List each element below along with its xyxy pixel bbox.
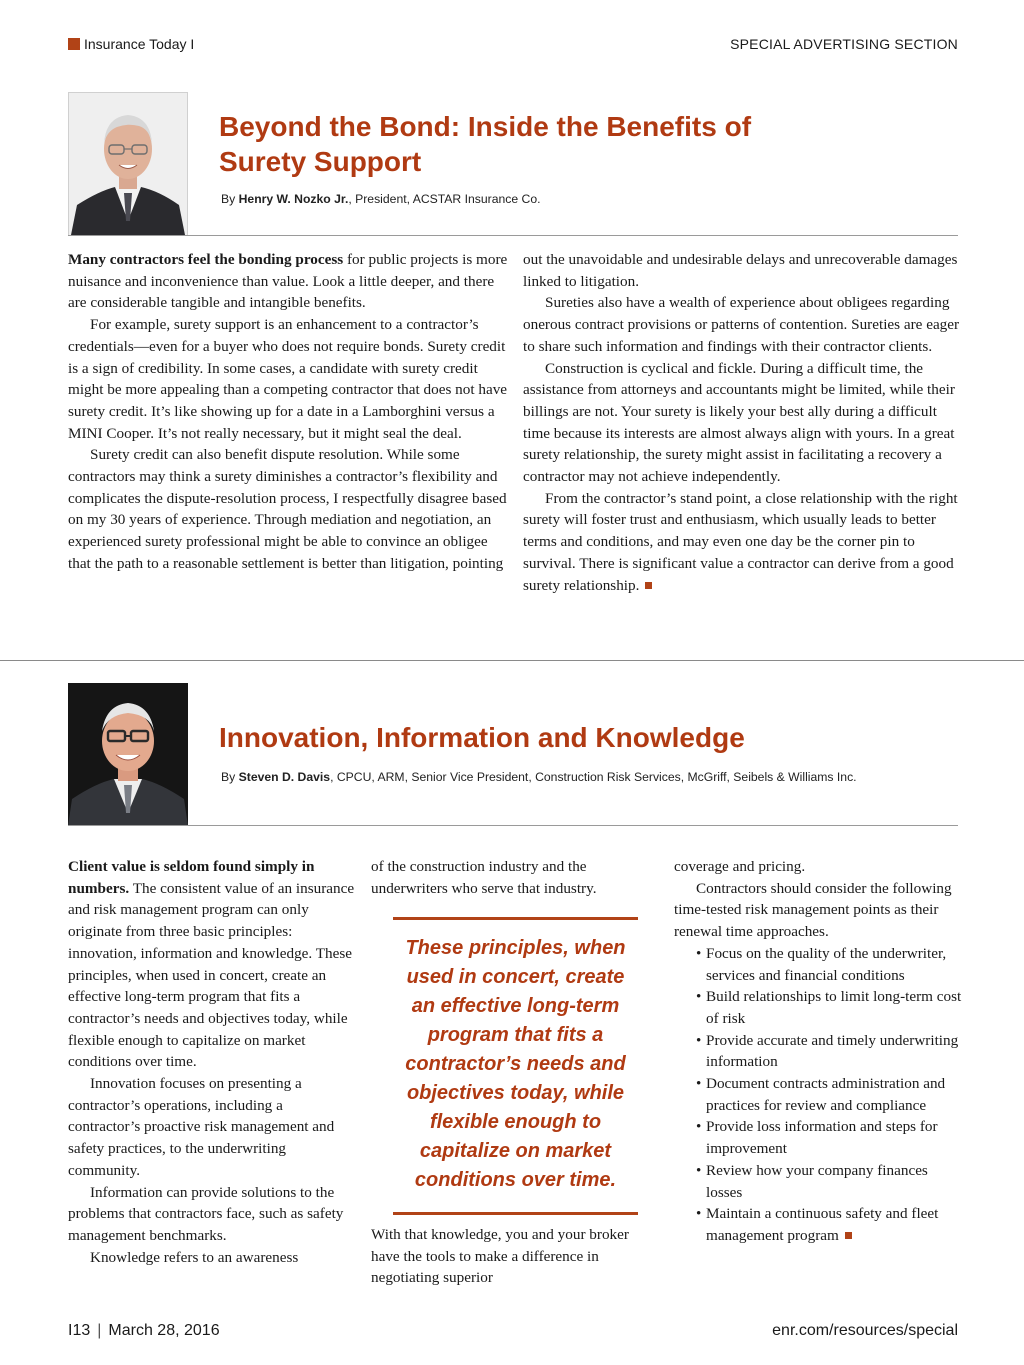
lead-text: The consistent value of an insurance and risk management program can only originate from three basic principles: innovation, information and knowledge. These principles, when used in concert, create an effective long-term program that fits a contractor’s needs and objectives today, while flexible enough to capitalize on market conditions over time. [68, 879, 355, 1071]
lead-text: for public projects is more nuisance and inconvenience than value. Look a little deeper, and there are considerable tangible and intangible benefits. [68, 251, 508, 312]
body-paragraph: With that knowledge, you and your broker have the tools to make a difference in negotiating superior [371, 1226, 629, 1287]
article-rule [68, 235, 958, 236]
body-paragraph: Contractors should consider the following time-tested risk management points as their renewal time approaches. [674, 879, 952, 941]
author-name: Henry W. Nozko Jr. [238, 192, 349, 206]
bullet-icon: • [696, 1161, 702, 1179]
author-name: Steven D. Davis [238, 770, 331, 784]
bullet-icon: • [696, 1075, 702, 1093]
author-role: , President, ACSTAR Insurance Co. [348, 192, 541, 206]
list-item: • Maintain a continuous safety and fleet management program [696, 1205, 939, 1244]
bullet-icon: • [696, 988, 702, 1006]
article-byline [221, 770, 857, 784]
page-footer [68, 1322, 958, 1344]
list-item: • Provide accurate and timely underwriting information [696, 1031, 959, 1071]
page-header [68, 36, 958, 56]
body-paragraph: Information can provide solutions to the problems that contractors face, such as safety management benchmarks. [68, 1183, 344, 1244]
pull-quote [393, 917, 638, 1215]
section-square-icon [68, 38, 80, 50]
bullet-icon: • [696, 944, 702, 962]
final-text: From the contractor’s stand point, a close relationship with the right surety will foster trust and enthusiasm, which usually leads to better terms and conditions, and may even one day be the corner pin to survival. There is significant value a contractor can derive from a good surety relationship. [523, 489, 958, 594]
article-title: Beyond the Bond: Inside the Benefits of Surety Support [219, 111, 752, 177]
footer-page-info [68, 1322, 220, 1340]
author-photo-nozko [68, 92, 188, 236]
body-paragraph-continued: coverage and pricing. [674, 858, 806, 875]
author-portrait-icon [69, 93, 187, 235]
bullet-icon: • [696, 1205, 702, 1223]
article-rule [68, 825, 958, 826]
lead-paragraph [68, 856, 358, 1073]
article-column-middle-bottom [371, 1224, 641, 1289]
issue-date: March 28, 2016 [108, 1322, 220, 1339]
bullet-icon: • [696, 1031, 702, 1049]
article-column-left [68, 249, 508, 575]
article-byline [221, 192, 541, 206]
list-item: • Document contracts administration and practices for review and compliance [696, 1075, 946, 1114]
page-number: I13 [68, 1322, 91, 1339]
list-item: • Review how your company finances losses [696, 1161, 928, 1201]
pull-quote-text: These principles, when used in concert, create an effective long-term program that fits a contractor’s needs and objectives today, while flexible enough to capitalize on market conditions over time. [405, 937, 626, 1191]
body-paragraph: Construction is cyclical and fickle. During a difficult time, the assistance from attorneys and accountants might be limited, while their billings are not. Your surety is likely your best ally during a difficult time because its interests are almost always align with yours. In a great surety relationship, the surety might assist in facilitating a recovery a contractor may not achieve independently. [523, 359, 955, 486]
article-column-left [68, 856, 358, 1268]
end-mark-icon [645, 582, 652, 589]
body-paragraph: Surety credit can also benefit dispute resolution. While some contractors may think a surety diminishes a contractor’s flexibility and complicates the dispute-resolution process, I respectfully disagree based on my 30 years of experience. Through mediation and negotiation, an experienced surety professional might be able to convince an obligee that the path to a reasonable settlement is better than litigation, pointing [68, 446, 507, 572]
lead-bold-text: Many contractors feel the bonding process [68, 251, 344, 268]
article-column-right [523, 249, 963, 596]
list-item: • Focus on the quality of the underwriter, services and financial conditions [696, 944, 947, 984]
section-divider [0, 660, 1024, 661]
byline-prefix: By [221, 192, 236, 206]
author-role: , CPCU, ARM, Senior Vice President, Construction Risk Services, McGriff, Seibels & Williams Inc. [330, 770, 857, 784]
body-paragraph-continued: out the unavoidable and undesirable delays and unrecoverable damages linked to litigation. [523, 251, 958, 290]
end-mark-icon [845, 1232, 852, 1239]
body-paragraph: Knowledge refers to an awareness [90, 1248, 299, 1266]
article-title: Innovation, Information and Knowledge [219, 722, 745, 753]
bullet-icon: • [696, 1118, 702, 1136]
footer-url[interactable]: enr.com/resources/special [772, 1322, 958, 1339]
footer-separator: | [97, 1322, 102, 1339]
publication-name: Insurance Today I [84, 36, 195, 52]
body-paragraph: For example, surety support is an enhancement to a contractor’s credentials—even for a buyer who does not require bonds. Surety credit is a sign of credibility. In some cases, a candidate with surety credit might be more appealing than a competing contractor that does not have surety credit. It’s like showing up for a date in a Lamborghini versus a MINI Cooper. It’s not really necessary, but it might seal the deal. [68, 316, 508, 442]
body-paragraph-final [523, 488, 963, 597]
author-portrait-icon [68, 683, 188, 826]
lead-bold-text: Client value is seldom found simply in numbers. [68, 858, 315, 897]
publication-label [68, 36, 194, 52]
article-column-right [674, 856, 964, 1247]
author-photo-davis [68, 683, 188, 826]
body-paragraph-continued: of the construction industry and the underwriters who serve that industry. [371, 858, 597, 897]
list-item: • Build relationships to limit long-term cost of risk [696, 988, 962, 1027]
byline-prefix: By [221, 770, 236, 784]
article-column-middle [371, 856, 641, 899]
body-paragraph: Innovation focuses on presenting a contractor’s operations, including a contractor’s proactive risk management and safety practices, to the underwriting community. [68, 1075, 335, 1179]
list-item: • Provide loss information and steps for improvement [696, 1118, 938, 1158]
lead-paragraph [68, 249, 508, 314]
section-label: SPECIAL ADVERTISING SECTION [730, 36, 958, 52]
bullet-list [674, 943, 964, 1247]
body-paragraph: Sureties also have a wealth of experience about obligees regarding onerous contract provisions or patterns of contention. Sureties are eager to share such information and findings with their contractor clients. [523, 294, 960, 355]
